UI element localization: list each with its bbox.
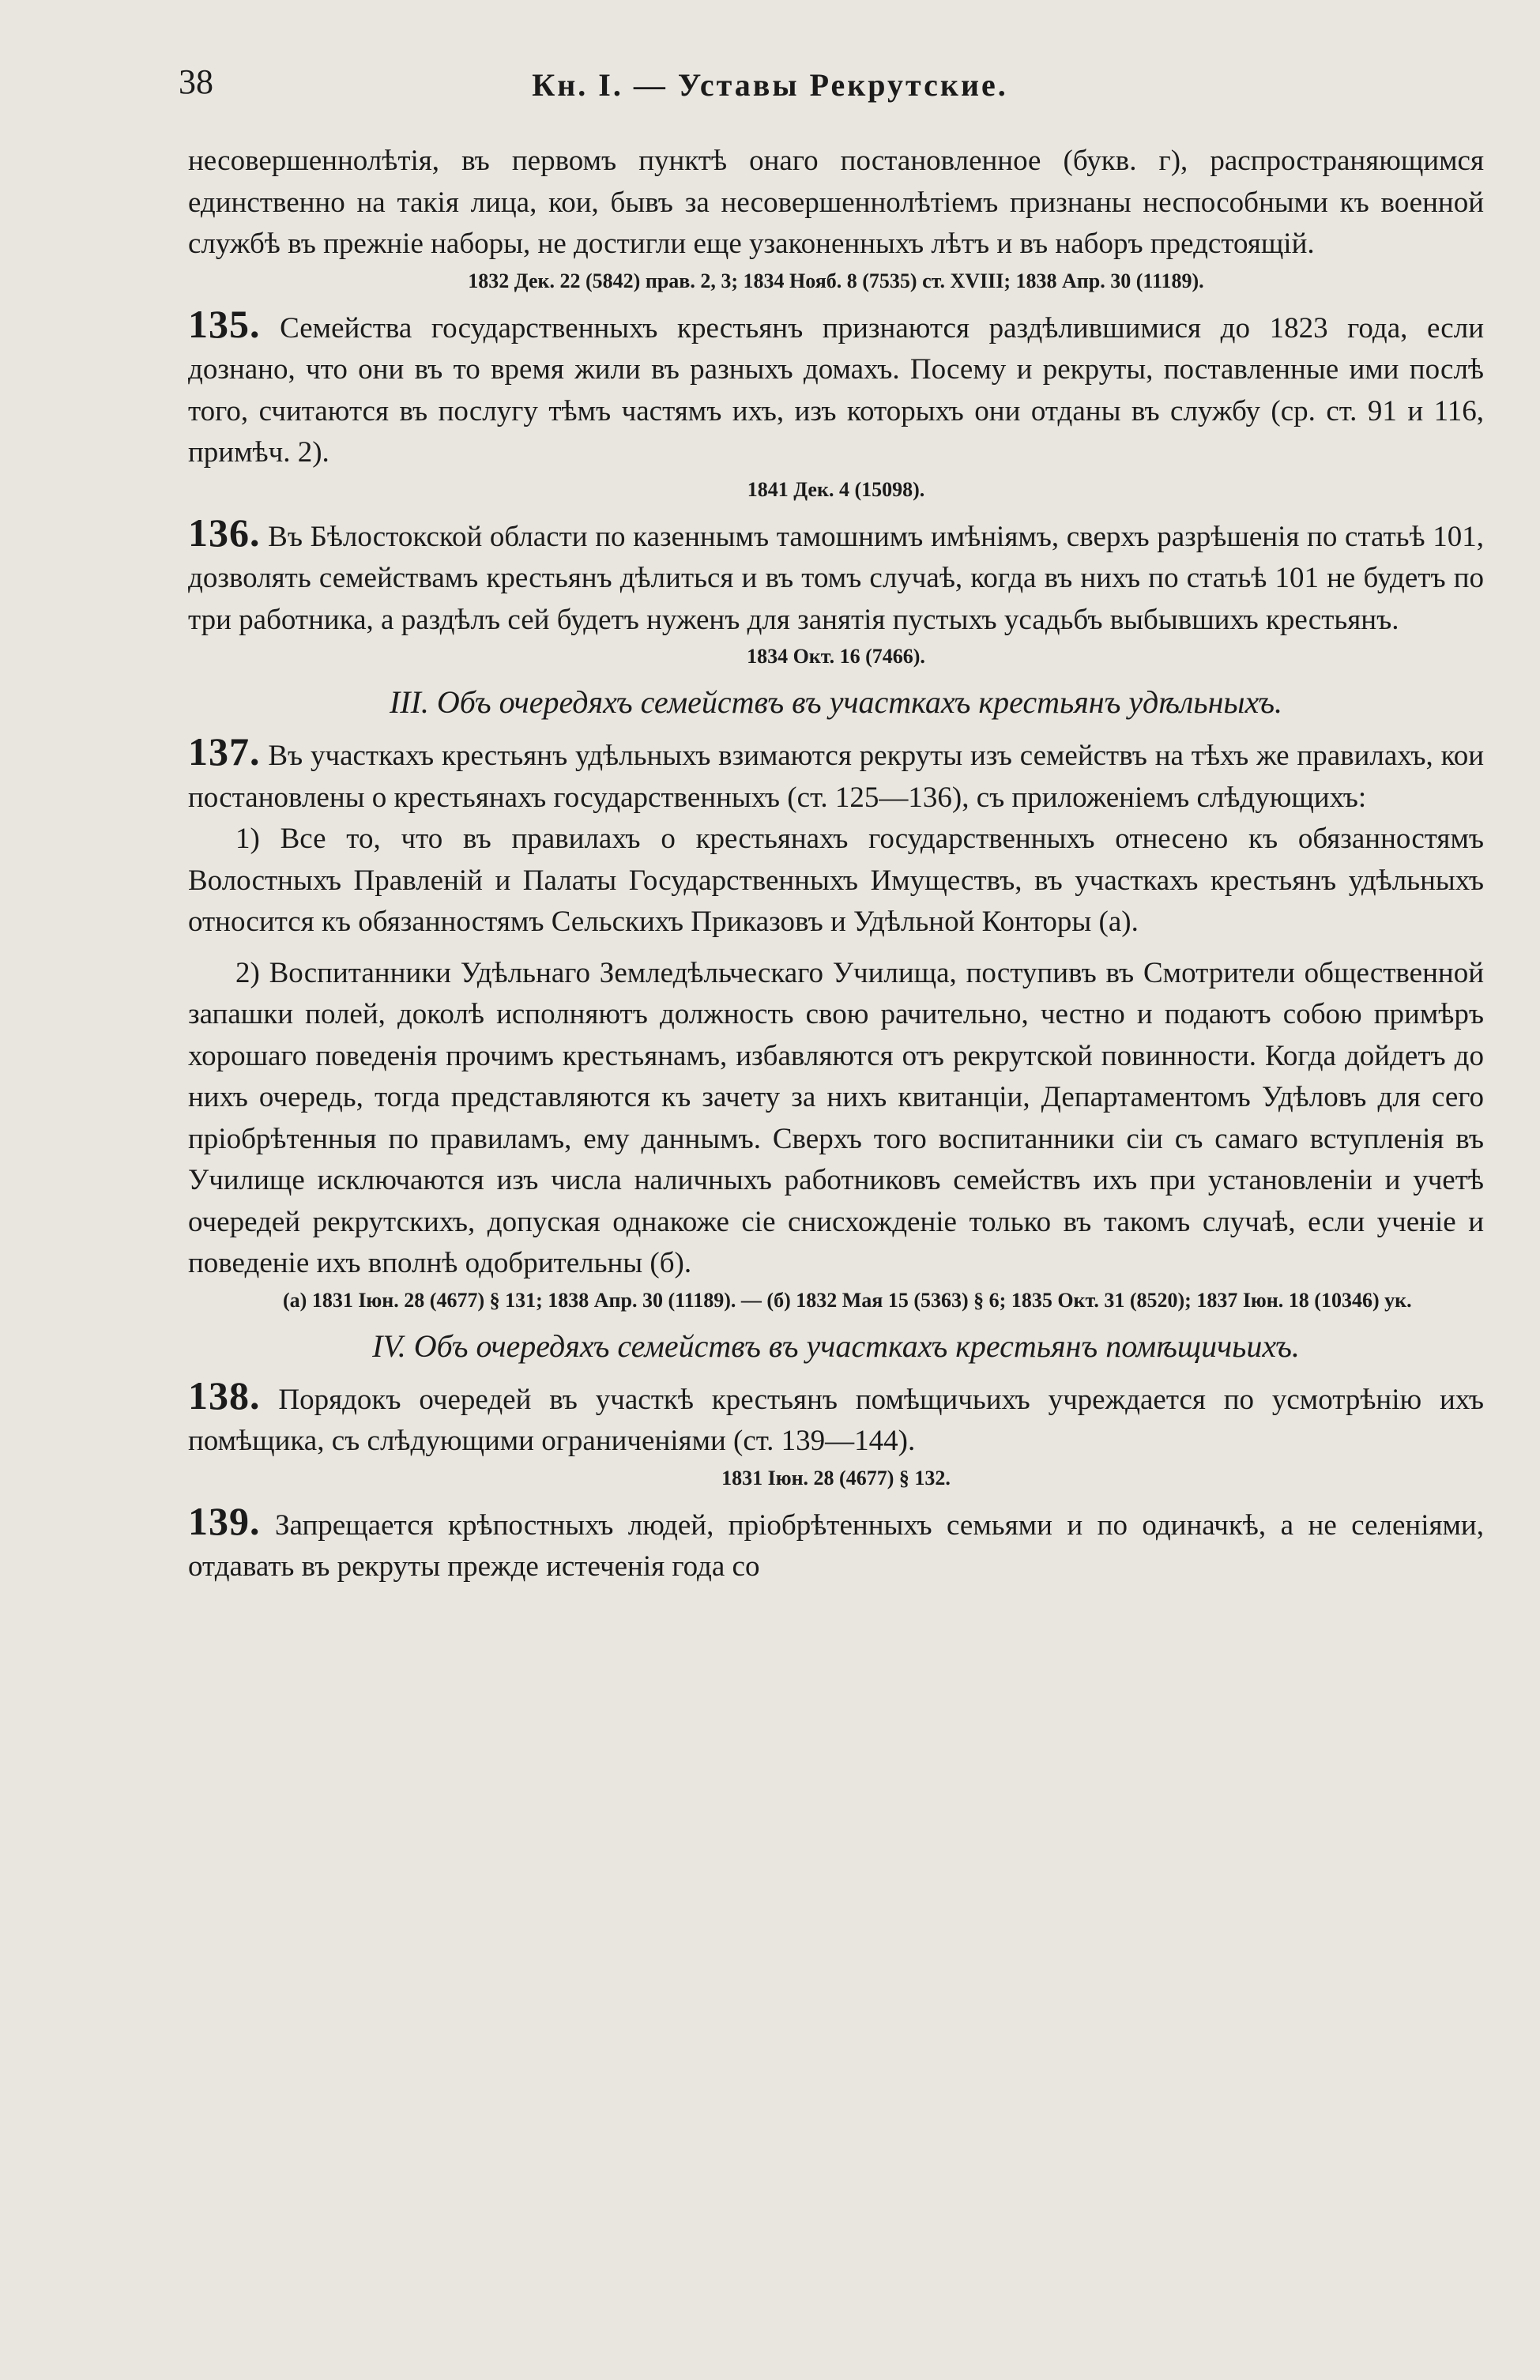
article-137-item-1: 1) Все то, что въ правилахъ о крестьянахъ государственныхъ отнесено къ обязанностямъ Волостныхъ Правленій и Палаты Государственныхъ Имуществъ, въ участкахъ крестьянъ удѣльныхъ относится къ обязанностямъ Сельскихъ Приказовъ и Удѣльной Конторы (а). — [188, 823, 1484, 938]
article-139 — [188, 1498, 1484, 1588]
article-number-138: 138. — [188, 1373, 261, 1418]
citation-137: (а) 1831 Іюн. 28 (4677) § 131; 1838 Апр. 30 (11189). — (б) 1832 Мая 15 (5363) § 6; 1835 Окт. 31 (8520); 1837 Іюн. 18 (10346) ук. — [283, 1288, 1412, 1312]
article-number-139: 139. — [188, 1498, 261, 1543]
article-text-135: Семейства государственныхъ крестьянъ признаются раздѣлившимися до 1823 года, если дознано, что они въ то время жили въ разныхъ домахъ. Посему и рекруты, поставленные ими послѣ того, считаются въ послугу тѣмъ частямъ ихъ, изъ которыхъ они отданы въ службу (ср. ст. 91 и 116, примѣч. 2). — [188, 311, 1484, 469]
article-text-139: Запрещается крѣпостныхъ людей, пріобрѣтенныхъ семьями и по одиначкѣ, а не селеніями, отдавать въ рекруты прежде истеченія года со — [188, 1508, 1484, 1583]
article-135 — [188, 303, 1484, 474]
article-134-continuation: несовершеннолѣтія, въ первомъ пунктѣ онаго постановленное (букв. г), распространяющимся единственно на такія лица, кои, бывъ за несовершеннолѣтіемъ признаны неспособными къ военной службѣ въ прежніе наборы, не достигли еще узаконенныхъ лѣтъ и въ наборъ предстоящій. — [188, 145, 1484, 260]
article-number-137: 137. — [188, 729, 261, 774]
spacer — [188, 943, 1484, 953]
page-body — [188, 141, 1484, 1588]
article-text-137: Въ участкахъ крестьянъ удѣльныхъ взимаются рекруты изъ семействъ на тѣхъ же правилахъ, кои постановлены о крестьянахъ государственныхъ (ст. 125—136), съ приложеніемъ слѣдующихъ: — [188, 740, 1484, 814]
section-heading-iv: IV. Объ очередяхъ семействъ въ участкахъ крестьянъ помѣщичьихъ. — [372, 1327, 1300, 1364]
article-number-135: 135. — [188, 301, 261, 346]
article-number-136: 136. — [188, 510, 261, 555]
citation-136: 1834 Окт. 16 (7466). — [747, 645, 925, 668]
article-136 — [188, 512, 1484, 642]
citation-135: 1841 Дек. 4 (15098). — [747, 477, 925, 501]
article-138 — [188, 1375, 1484, 1463]
article-137 — [188, 731, 1484, 819]
running-title: Кн. I. — Уставы Рекрутские. — [532, 67, 1008, 103]
citation-134: 1832 Дек. 22 (5842) прав. 2, 3; 1834 Нояб. 8 (7535) ст. XVIII; 1838 Апр. 30 (11189). — [468, 269, 1204, 292]
article-text-138: Порядокъ очередей въ участкѣ крестьянъ помѣщичьихъ учреждается по усмотрѣнію ихъ помѣщика, съ слѣдующими ограниченіями (ст. 139—144). — [188, 1383, 1485, 1457]
citation-138: 1831 Іюн. 28 (4677) § 132. — [721, 1466, 951, 1489]
article-text-136: Въ Бѣлостокской области по казеннымъ тамошнимъ имѣніямъ, сверхъ разрѣшенія по статьѣ 101, дозволять семействамъ крестьянъ дѣлиться и въ томъ случаѣ, когда въ нихъ по статьѣ 101 не будетъ по три работника, а раздѣлъ сей будетъ нуженъ для занятія пустыхъ усадьбъ выбывшихъ крестьянъ. — [188, 520, 1484, 636]
article-137-item-2: 2) Воспитанники Удѣльнаго Земледѣльческаго Училища, поступивъ въ Смотрители общественной запашки полей, доколѣ исполняютъ должность свою рачительно, честно и подаютъ собою примѣръ хорошаго поведенія прочимъ крестьянамъ, избавляются отъ рекрутской повинности. Когда дойдетъ до нихъ очередь, тогда представляются къ зачету за нихъ квитанціи, Департаментомъ Удѣловъ для сего пріобрѣтенныя по правиламъ, ему даннымъ. Сверхъ того воспитанники сіи съ самаго вступленія въ Училище исключаются изъ числа наличныхъ работниковъ семействъ ихъ при установленіи и учетѣ очередей рекрутскихъ, допуская однакоже сіе снисхожденіе только въ такомъ случаѣ, если ученіе и поведеніе ихъ вполнѣ одобрительны (б). — [188, 956, 1484, 1279]
section-heading-iii: III. Объ очередяхъ семействъ въ участкахъ крестьянъ удѣльныхъ. — [389, 684, 1283, 720]
page-number: 38 — [179, 62, 213, 101]
